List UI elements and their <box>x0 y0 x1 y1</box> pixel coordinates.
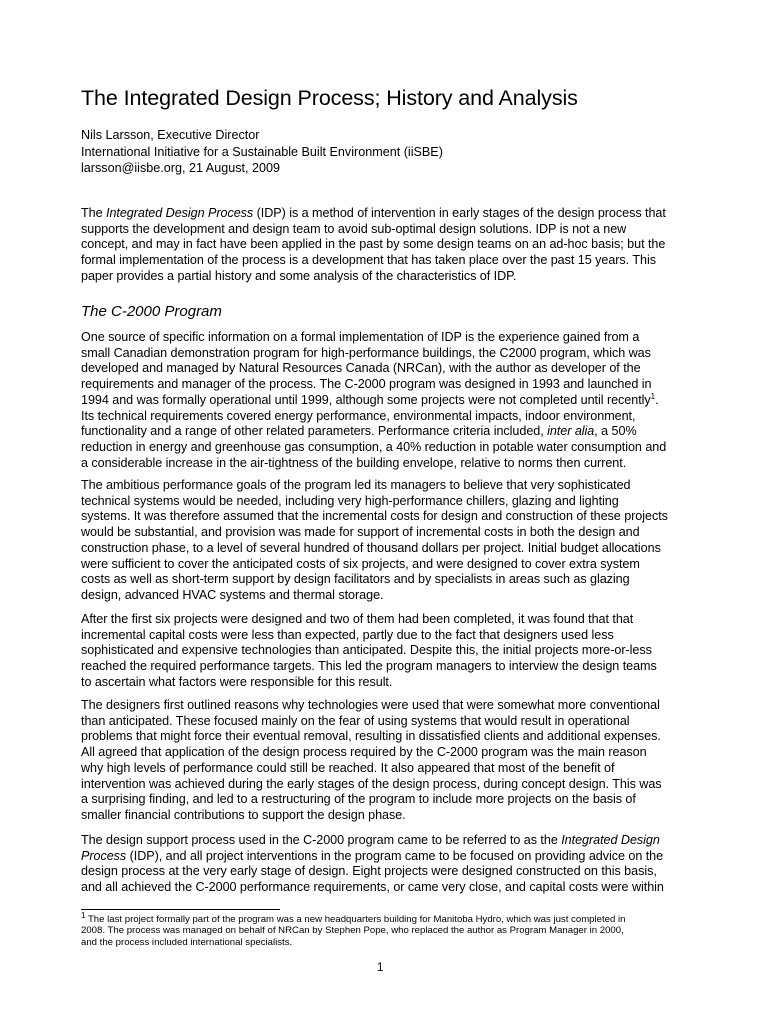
intro-line-3: concept, and may in fact have been applied in the past by some design teams on an ad-hoc basis; but the <box>81 237 666 252</box>
paragraph-4: The designers first outlined reasons why technologies were used that were somewhat more conventional than anticipated. These focused mainly on the fear of using systems that would result in operational problems that might force their eventual removal, resulting in dissatisfied clients and additional expenses. All agreed that application of the design process required by the C-2000 program was the main reason why high levels of performance could still be reached. It also appeared that most of the benefit of intervention was achieved during the early stages of the design process, during concept design. This was a surprising finding, and led to a restructuring of the program to include more projects on the basis of smaller financial contributions to support the design phase. <box>81 698 662 822</box>
intro-paragraph <box>81 206 681 285</box>
footnote-marker: 1 <box>81 910 86 920</box>
intro-line-2: supports the development and design team to avoid sub-optimal design solutions. IDP is not a new <box>81 221 627 236</box>
paragraph-3: After the first six projects were designed and two of them had been completed, it was found that that incremental capital costs were less than expected, partly due to the fact that designers used less sophisticated and expensive technologies than anticipated. Despite this, the initial projects more-or-less reached the required performance targets. This led the program managers to interview the design teams to ascertain what factors were responsible for this result. <box>81 612 657 689</box>
footnote: $^1$ The last project formally part of the program was a new headquarters building for Manitoba Hydro, which was just completed in 2008. The process was managed on behalf of NRCan by Stephen Pope, who replaced the author as Program Manager in 2000, and the process included international specialists. <box>81 910 626 948</box>
page-number: 1 <box>377 962 384 974</box>
document-title: The Integrated Design Process; History and Analysis <box>81 86 578 110</box>
section-heading: The C-2000 Program <box>81 303 222 320</box>
author-name-role: Nils Larsson, Executive Director <box>81 128 260 142</box>
intro-line-5: paper provides a partial history and some analysis of the characteristics of IDP. <box>81 268 517 283</box>
inter-alia-term: inter alia <box>547 424 595 439</box>
paragraph-5: The design support process used in the C-2000 program came to be referred to as the Integrated Design Process (IDP), and all project interventions in the program came to be focused on providing advice on the design process at the very early stage of design. Eight projects were designed constructed on this basis, and all achieved the C-2000 performance requirements, or came very close, and capital costs were within <box>81 833 664 895</box>
footnote-divider <box>81 909 280 910</box>
paragraph-1: One source of specific information on a formal implementation of IDP is the experience gained from a small Canadian demonstration program for high-performance buildings, the C2000 program, which was developed and managed by Natural Resources Canada (NRCan), with the author as developer of the requirements and manager of the process. The C-2000 program was designed in 1993 and launched in 1994 and was formally operational until 1999, although some projects were not completed until recently$^1$. Its technical requirements covered energy performance, environmental impacts, indoor environment, functionality and a range of other related parameters. Performance criteria included, inter alia, a 50% reduction in energy and greenhouse gas consumption, a 40% reduction in potable water consumption and a considerable increase in the air-tightness of the building envelope, relative to norms then current. <box>81 330 667 470</box>
intro-line-4: formal implementation of the process is a development that has taken place over the past 15 years. This <box>81 253 656 268</box>
idp-term-2: Integrated Design <box>561 833 660 847</box>
idp-term: Integrated Design Process <box>106 206 254 220</box>
author-block <box>81 127 443 177</box>
intro-line-1: The Integrated Design Process (IDP) is a method of intervention in early stages of the design process that <box>81 206 666 220</box>
footnote-reference[interactable]: 1 <box>650 391 656 401</box>
author-organization: International Initiative for a Sustainable Built Environment (iiSBE) <box>81 144 443 159</box>
author-contact-date: larsson@iisbe.org, 21 August, 2009 <box>81 161 281 175</box>
paragraph-2: The ambitious performance goals of the program led its managers to believe that very sophisticated technical systems would be needed, including very high-performance chillers, glazing and lighting systems. It was therefore assumed that the incremental costs for design and construction of these projects would be substantial, and provision was made for support of incremental costs in both the design and construction phase, to a level of several hundred of thousand dollars per project. Initial budget allocations were sufficient to cover the anticipated costs of six projects, and were designed to cover extra system costs as well as short-term support by design facilitators and by specialists in areas such as glazing design, advanced HVAC systems and thermal storage. <box>81 478 668 602</box>
document-page <box>81 0 681 1024</box>
